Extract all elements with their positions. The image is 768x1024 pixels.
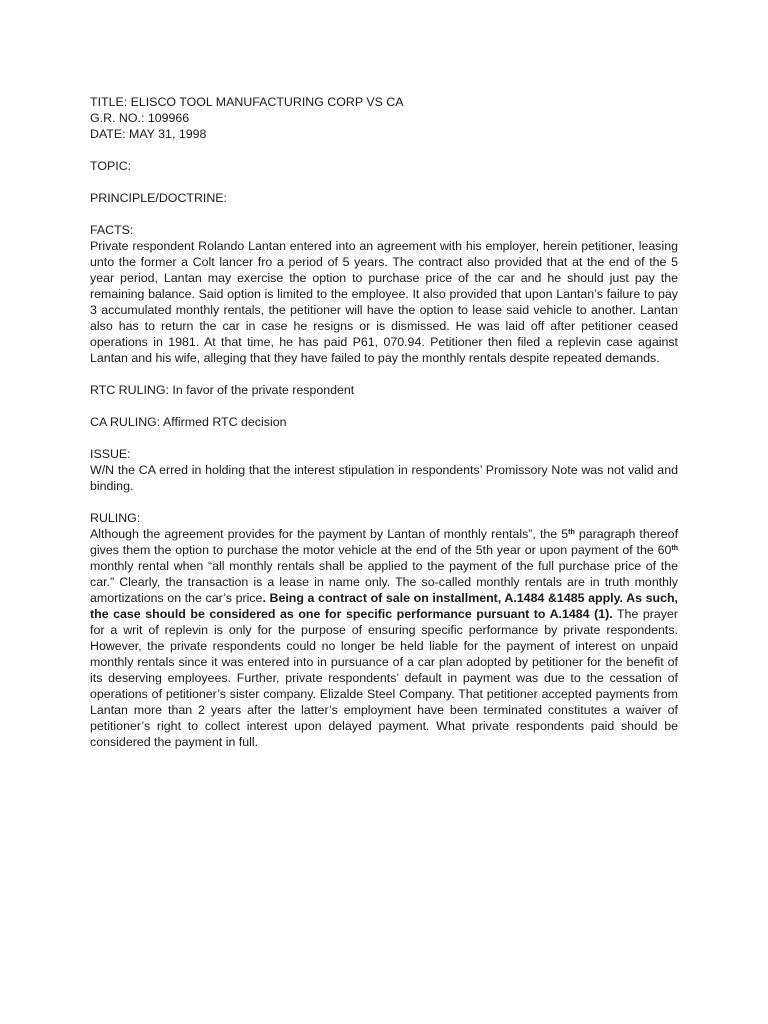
principle-heading: PRINCIPLE/DOCTRINE: bbox=[90, 191, 228, 205]
ruling-heading: RULING: bbox=[90, 511, 141, 525]
ruling-superscript-2: th bbox=[671, 545, 678, 552]
facts-paragraph: Private respondent Rolando Lantan entered into an agreement with his employer, herein petitioner, leasing unto the former a Colt lancer fro a period of 5 years. The contract also provided that at the end of the 5 year period, Lantan may exercise the option to purchase price of the car and he should just pay the remaining balance. Said option is limited to the employee. It also provided that upon Lantan’s failure to pay 3 accumulated monthly rentals, the petitioner will have the option to lease said vehicle to another. Lantan also has to return the car in case he resigns or is dismissed. He was laid off after petitioner ceased operations in 1981. At that time, he has paid P61, 070.94. Petitioner then filed a replevin case against Lantan and his wife, alleging that they have failed to pay the monthly rentals despite repeated demands. bbox=[90, 239, 678, 365]
ruling-text-3: monthly rental when “all monthly rentals shall be applied to the payment of the full purchase price of the car.” Clearly, the transaction is a lease in name only. The so-called monthly rentals are in truth monthly amortizations on the car’s price bbox=[90, 559, 678, 605]
case-header bbox=[90, 94, 678, 142]
case-title: TITLE: ELISCO TOOL MANUFACTURING CORP VS CA bbox=[90, 95, 404, 109]
ruling-text-4: The prayer for a writ of replevin is only for the purpose of ensuring specific performance by private respondents. However, the private respondents could no longer be held liable for the payment of interest on unpaid monthly rentals since it was entered into in pursuance of a car plan adopted by petitioner for the benefit of its deserving employees. Further, private respondents’ default in payment was due to the cessation of operations of petitioner’s sister company. Elizalde Steel Company. That petitioner accepted payments from Lantan more than 2 years after the latter’s employment have been terminated constitutes a waiver of petitioner’s right to collect interest upon delayed payment. What private respondents paid should be considered the payment in full. bbox=[90, 607, 679, 749]
ruling-paragraph bbox=[90, 526, 678, 750]
case-gr-number: G.R. NO.: 109966 bbox=[90, 111, 190, 125]
issue-paragraph: W/N the CA erred in holding that the interest stipulation in respondents’ Promissory Note was not valid and binding. bbox=[90, 463, 678, 493]
topic-heading: TOPIC: bbox=[90, 159, 132, 173]
ca-ruling: CA RULING: Affirmed RTC decision bbox=[90, 415, 287, 429]
ruling-superscript-1: th bbox=[568, 529, 575, 536]
ruling-bold-text: . Being a contract of sale on installment, A.1484 &1485 apply. As such, the case should be considered as one for specific performance pursuant to A.1484 (1). bbox=[90, 591, 678, 621]
case-date: DATE: MAY 31, 1998 bbox=[90, 127, 207, 141]
issue-heading: ISSUE: bbox=[90, 447, 131, 461]
ruling-text-2: paragraph thereof gives them the option to purchase the motor vehicle at the end of the 5th year or upon payment of the 60 bbox=[90, 527, 679, 557]
facts-heading: FACTS: bbox=[90, 223, 134, 237]
rtc-ruling: RTC RULING: In favor of the private respondent bbox=[90, 383, 355, 397]
ruling-text-1: Although the agreement provides for the payment by Lantan of monthly rentals”, the 5 bbox=[90, 527, 569, 541]
